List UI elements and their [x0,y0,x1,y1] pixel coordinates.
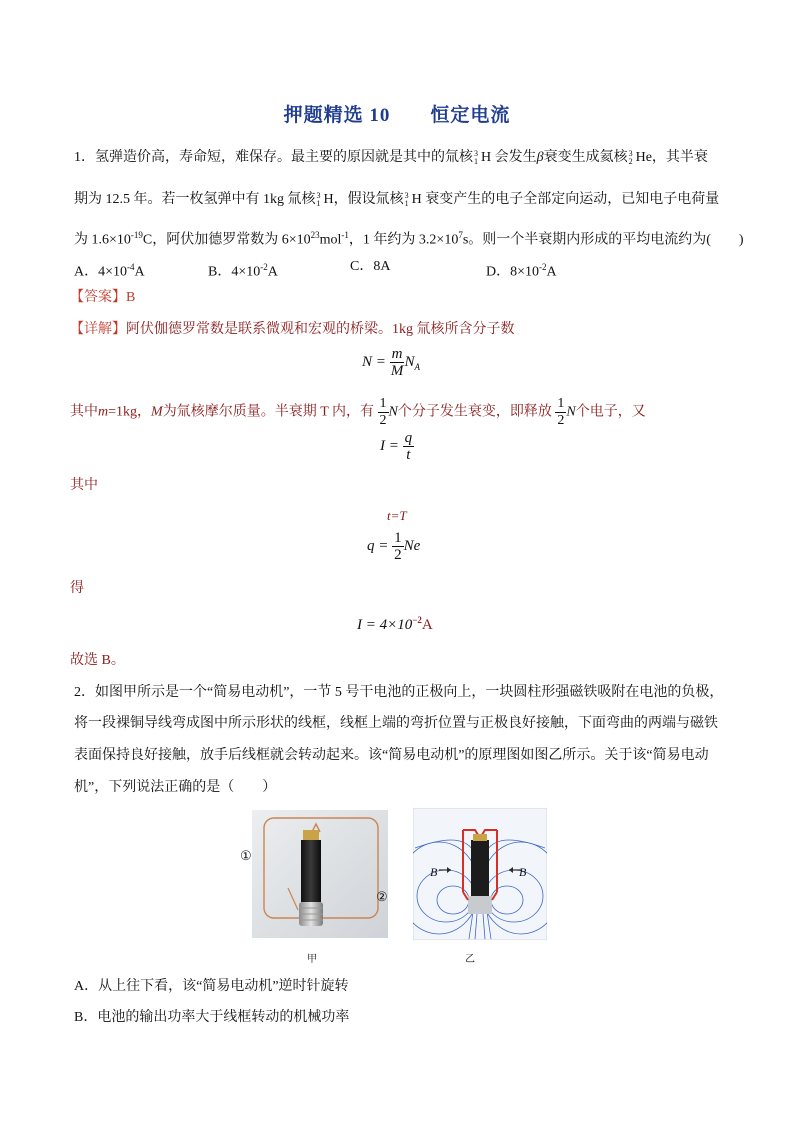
q1-answer: 【答案】B [70,290,136,305]
caption-jia: 甲 [307,954,317,965]
q1-option-c: C．8A [350,259,391,274]
q2-line1: 2．如图甲所示是一个“简易电动机”，一节 5 号干电池的正极向上，一块圆柱形强磁铁吸附在电池的负极， [74,685,724,700]
q1-where: 其中 [70,478,98,493]
q1-line1: 1．氢弹造价高，寿命短，难保存。最主要的原因就是其中的氚核 3 1 H 会发生β衰变生成氦核 3 2 He，其半衰 [74,149,708,166]
q2-line4: 机”，下列说法正确的是（ ） [74,780,277,795]
q2-line3: 表面保持良好接触，放手后线框就会转动起来。该“简易电动机”的原理图如图乙所示。关于该“简易电动 [74,748,709,763]
page-title [0,100,794,127]
q1-get: 得 [70,581,84,596]
equation-q: q = $\frac{1}{2}$ Ne [367,530,421,563]
q1-detail-line1: 【详解】阿伏伽德罗常数是联系微观和宏观的桥梁。1kg 氚核所含分子数 [70,322,515,337]
q1-option-d: D．$8\times 10^{-2}A$ [486,262,557,280]
q1-option-b: B．$4\times 10^{-2}A$ [208,262,278,280]
equation-result: $I = 4\times 10^{-2}A$ [357,615,433,633]
equation-n: N = $\frac{m}{M}$ $N_A$ [362,346,420,379]
motor-photo-icon [244,810,390,940]
q2-line2: 将一段裸铜导线弯成图中所示形状的线框，线框上端的弯折位置与正极良好接触，下面弯曲的两端与磁铁 [74,716,718,731]
q1-option-a: A．$4\times 10^{-4}A$ [74,262,145,280]
equation-t: t=T [387,508,407,523]
title-left: 押题精选 10 [283,105,391,126]
q1-conclusion: 故选 B。 [70,653,125,668]
field-label-b-left: B [430,865,438,879]
q2-option-a: A．从上往下看，该“简易电动机”逆时针旋转 [74,979,349,994]
figure-jia [244,810,390,940]
field-label-b-right: B [519,865,527,879]
q1-line2: 期为 12.5 年。若一枚氢弹中有 1kg 氚核 3 1 H，假设氚核 3 1 H 衰变产生的电子全部定向运动，已知电子电荷量 [74,191,720,208]
caption-yi: 乙 [465,954,475,965]
q1-detail-line2: 其中m=1kg，M为氚核摩尔质量。半衰期 T 内，有 $\frac{1}{2}$ N个分子发生衰变，即释放 $\frac{1}{2}$ N个电子，又 [70,396,646,428]
title-right: 恒定电流 [430,105,511,126]
q1-line3: 为 $1.6\times 10^{-19}C$，阿伏加德罗常数为 $6\times 10^{23}mol^{-1}$，1 年约为 $3.2\times 10^7s$。则一个半衰期内形成的平均电流约为( ) [74,230,744,248]
q2-option-b: B．电池的输出功率大于线框转动的机械功率 [74,1010,350,1025]
equation-i: I = $\frac{q}{t}$ [380,430,413,463]
marker-2: ② [376,889,388,904]
marker-1: ① [240,848,252,863]
